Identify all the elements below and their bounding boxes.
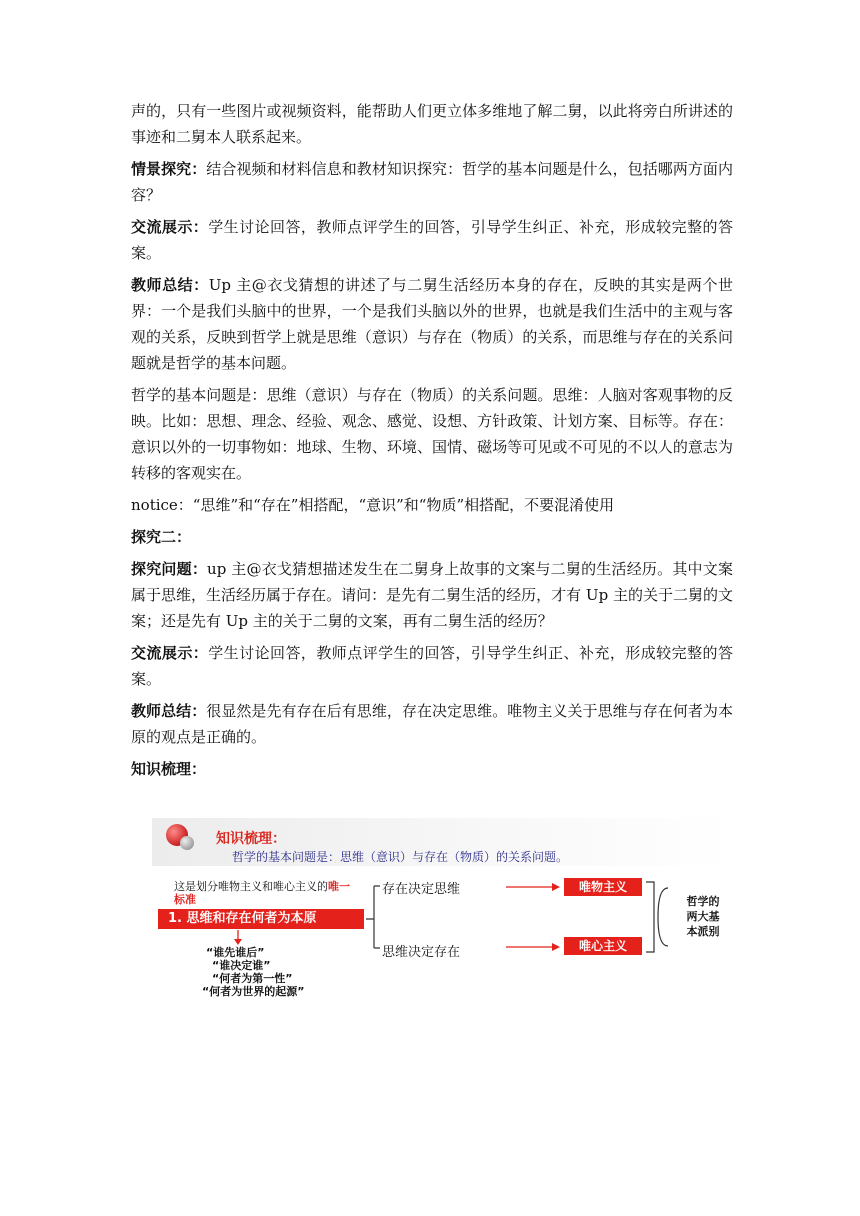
paragraph-text: notice：“思维”和“存在”相搭配，“意识”和“物质”相搭配，不要混淆使用	[131, 496, 615, 514]
paragraph-label: 教师总结：	[131, 702, 207, 720]
question-item: “何者为第一性”	[212, 972, 293, 985]
paragraph-text: 学生讨论回答，教师点评学生的回答，引导学生纠正、补充，形成较完整的答案。	[131, 218, 733, 262]
paragraph-label: 探究二：	[131, 528, 192, 546]
diagram-subtitle: 哲学的基本问题是：思维（意识）与存在（物质）的关系问题。	[232, 850, 569, 864]
paragraph-text: up 主@衣戈猜想描述发生在二舅身上故事的文案与二舅的生活经历。其中文案属于思维，生活经历属于存在。请问：是先有二舅生活的经历，才有 Up 主的关于二舅的文案；还是先有 Up 主的关于二舅的文案，再有二舅生活的经历？	[131, 560, 733, 630]
knowledge-diagram	[152, 818, 732, 998]
question-item: “谁先谁后”	[206, 946, 265, 959]
paragraph	[131, 98, 733, 150]
paragraph-label: 教师总结：	[131, 276, 209, 294]
idealism-box: 唯心主义	[564, 937, 642, 955]
question-item: “何者为世界的起源”	[202, 985, 305, 998]
question-item: “谁决定谁”	[212, 959, 271, 972]
paragraph	[131, 640, 733, 692]
paragraph	[131, 524, 733, 550]
paragraph	[131, 698, 733, 750]
paragraph-text: 哲学的基本问题是：思维（意识）与存在（物质）的关系问题。思维：人脑对客观事物的反映。比如：思想、理念、经验、观念、感觉、设想、方针政策、计划方案、目标等。存在：意识以外的一切事物如：地球、生物、环境、国情、磁场等可见或不可见的不以人的意志为转移的客观实在。	[131, 386, 733, 482]
paragraph	[131, 272, 733, 376]
paragraph-label: 情景探究：	[131, 160, 207, 178]
branch-materialism-label: 存在决定思维	[382, 882, 461, 897]
paragraph-text: 学生讨论回答，教师点评学生的回答，引导学生纠正、补充，形成较完整的答案。	[131, 644, 733, 688]
paragraph-label: 交流展示：	[131, 644, 209, 662]
criterion-note-highlight: 唯一标准	[174, 880, 350, 906]
paragraph-label: 探究问题：	[131, 560, 208, 578]
question-list	[202, 946, 304, 998]
paragraph-label: 交流展示：	[131, 218, 209, 236]
paragraph-text: Up 主@衣戈猜想的讲述了与二舅生活经历本身的存在，反映的其实是两个世界：一个是我们头脑中的世界，一个是我们头脑以外的世界，也就是我们生活中的主观与客观的关系，反映到哲学上就是思维（意识）与存在（物质）的关系，而思维与存在的关系问题就是哲学的基本问题。	[131, 276, 733, 372]
two-schools-label: 哲学的两大基本派别	[686, 895, 720, 938]
paragraph	[131, 214, 733, 266]
core-criterion-box: 1. 思维和存在何者为本原	[158, 909, 364, 929]
paragraph-text: 声的，只有一些图片或视频资料，能帮助人们更立体多维地了解二舅，以此将旁白所讲述的事迹和二舅本人联系起来。	[131, 102, 733, 146]
paragraph	[131, 756, 733, 782]
materialism-box: 唯物主义	[564, 878, 642, 896]
paragraph-label: 知识梳理：	[131, 760, 207, 778]
paragraph-text: 结合视频和材料信息和教材知识探究：哲学的基本问题是什么，包括哪两方面内容？	[131, 160, 733, 204]
paragraph	[131, 492, 733, 518]
paragraph	[131, 382, 733, 486]
diagram-title: 知识梳理：	[216, 831, 286, 847]
branch-idealism-label: 思维决定存在	[382, 945, 461, 960]
paragraph	[131, 556, 733, 634]
criterion-note-text: 这是划分唯物主义和唯心主义的	[174, 880, 328, 893]
body-text	[131, 98, 733, 788]
paragraph	[131, 156, 733, 208]
paragraph-text: 很显然是先有存在后有思维，存在决定思维。唯物主义关于思维与存在何者为本原的观点是正确的。	[131, 702, 733, 746]
